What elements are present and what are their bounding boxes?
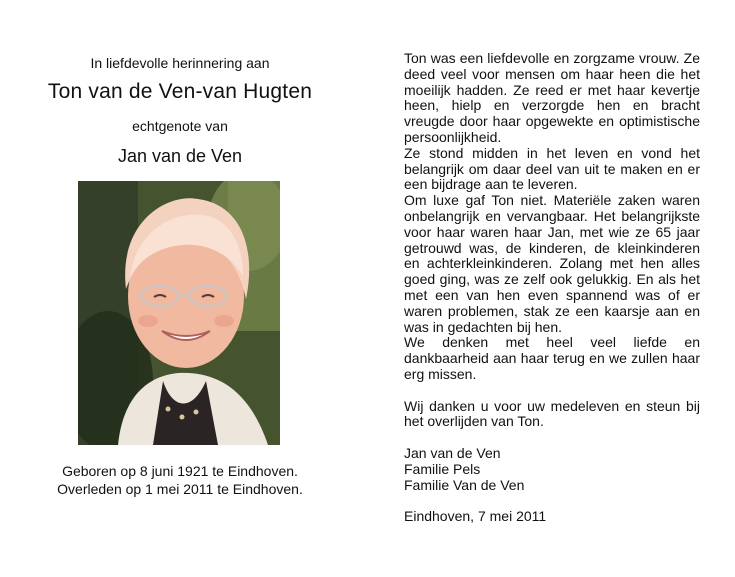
spacer — [404, 430, 700, 446]
signature-line: Familie Van de Ven — [404, 476, 525, 493]
signatures — [404, 446, 700, 493]
tribute-paragraph-2: Ze stond midden in het leven en vond het belangrijk om daar deel van uit te maken en er een bijdrage aan te leveren. — [404, 144, 700, 193]
died-date: Overleden op 1 mei 2011 te Eindhoven. — [57, 481, 303, 497]
portrait-photo — [78, 181, 280, 445]
life-dates — [20, 462, 340, 498]
born-date: Geboren op 8 juni 1921 te Eindhoven. — [62, 463, 298, 479]
tribute-paragraph-1: Ton was een liefdevolle en zorgzame vrouw. Ze deed veel voor mensen om haar heen die het moeilijk hadden. Ze reed er met haar kevertje heen, hielp en verzorgde hen en bracht vreugde door haar opgewekte en optimistische persoonlijkheid. — [404, 50, 700, 145]
place-date: Eindhoven, 7 mei 2011 — [404, 508, 547, 525]
spacer — [404, 493, 700, 509]
spouse-name: Jan van de Ven — [117, 146, 243, 166]
signature-line: Jan van de Ven — [404, 444, 501, 461]
thanks-text: Wij danken u voor uw medeleven en steun bij het overlijden van Ton. — [404, 397, 700, 430]
intro-text: In liefdevolle herinnering aan — [90, 55, 270, 71]
deceased-name: Ton van de Ven-van Hugten — [47, 80, 313, 103]
tribute-paragraph-3: Om luxe gaf Ton niet. Materiële zaken waren onbelangrijk en vervangbaar. Het belangrijkste voor haar waren haar Jan, met wie ze 65 jaar getrouwd was, de kinderen, de kleinkinderen en achterkleinkinderen. Zolang met hen alles goed ging, was ze zelf ook gelukkig. En als het met een van hen even spannend was of er waren problemen, stak ze een kaarsje aan en was in gedachten bij hen. — [404, 192, 700, 335]
spacer — [404, 383, 700, 399]
right-panel — [404, 51, 700, 525]
tribute-paragraph-4: We denken met heel veel liefde en dankbaarheid aan haar terug en we zullen haar erg missen. — [404, 334, 700, 382]
spouse-label: echtgenote van — [132, 118, 228, 134]
signature-line: Familie Pels — [404, 460, 481, 477]
